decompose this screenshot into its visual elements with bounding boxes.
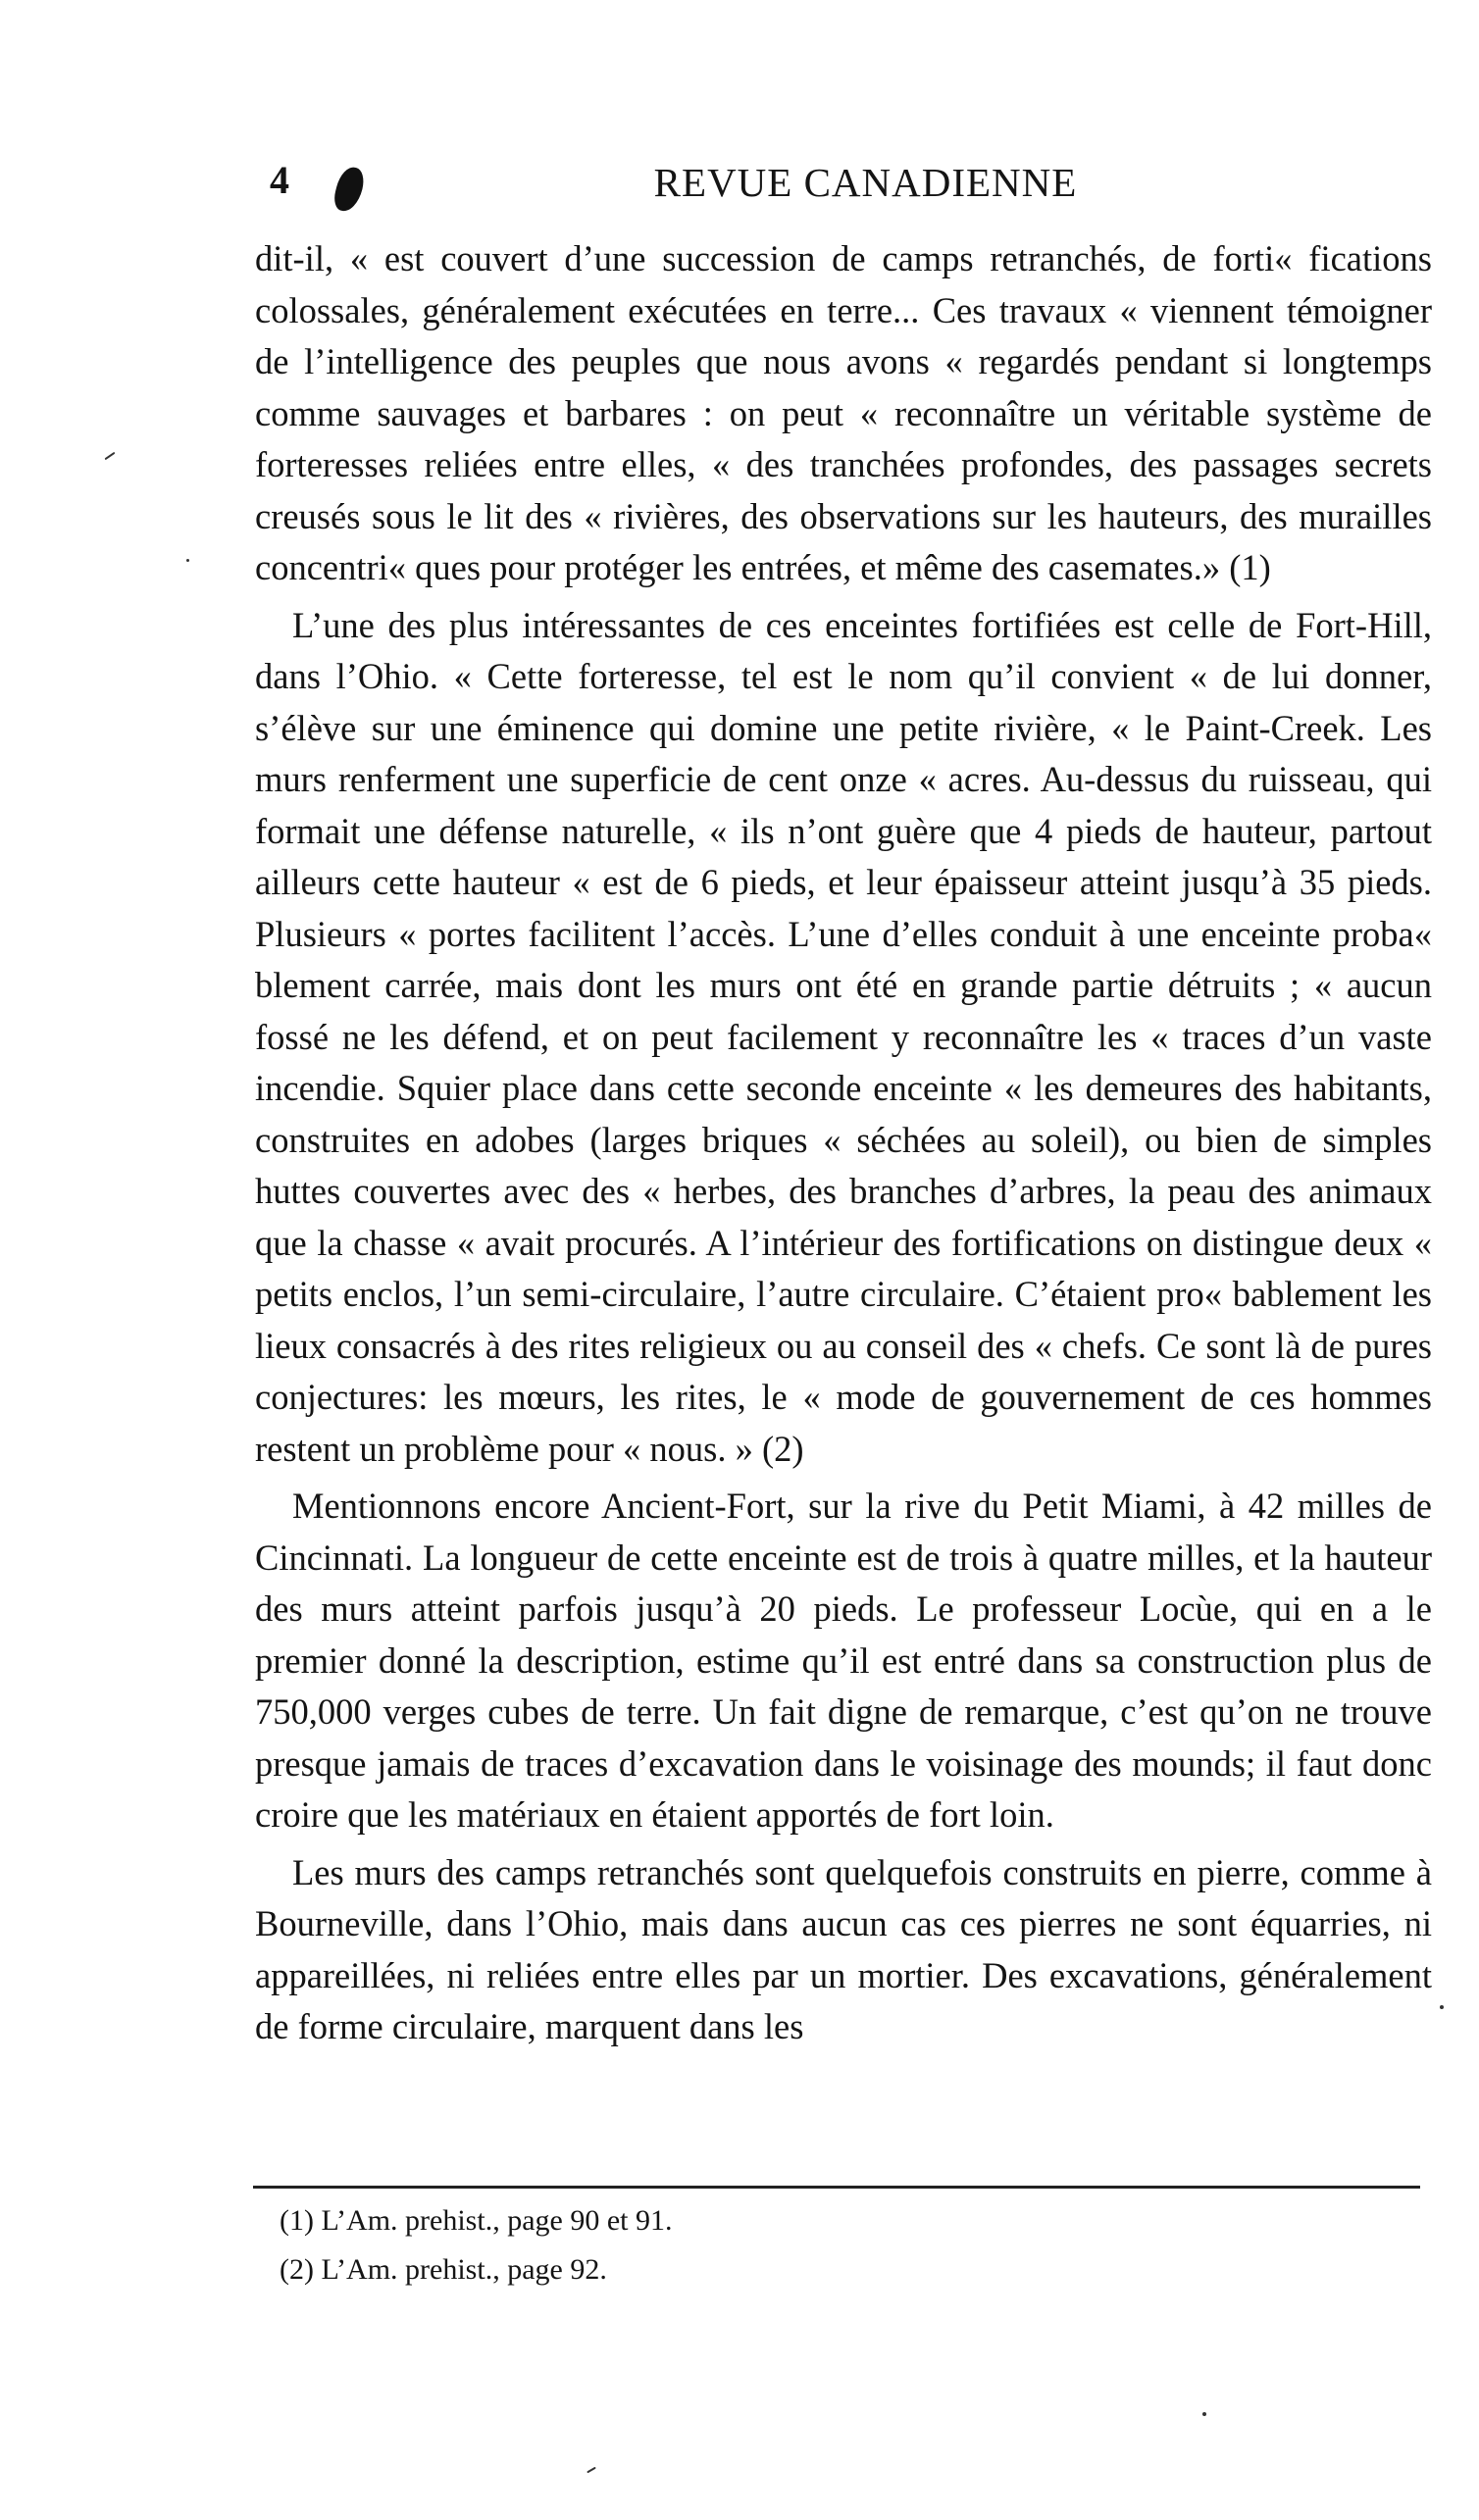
scan-speck: [105, 452, 116, 461]
page-number: 4: [270, 158, 289, 202]
body-text: [255, 233, 1432, 2053]
paragraph-quote-continuation: dit-il, « est couvert d’une succession de camps retranchés, de forti« fications colossales, généralement exécutées en terre... Ces travaux « viennent témoigner de l’intelligence des peuples que nous avons « regardés pendant si longtemps comme sauvages et barbares : on peut « reconnaître un véritable système de forteresses reliées entre elles, « des tranchées profondes, des passages secrets creusés sous le lit des « rivières, des observations sur les hauteurs, des murailles concentri« ques pour protéger les entrées, et même des casemates.» (1): [255, 238, 1432, 587]
paragraph-fort-hill: L’une des plus intéressantes de ces enceintes fortifiées est celle de Fort-Hill, dans l’Ohio. « Cette forteresse, tel est le nom qu’il convient « de lui donner, s’élève sur une éminence qui domine une petite rivière, « le Paint-Creek. Les murs renferment une superficie de cent onze « acres. Au-dessus du ruisseau, qui formait une défense naturelle, « ils n’ont guère que 4 pieds de hauteur, partout ailleurs cette hauteur « est de 6 pieds, et leur épaisseur atteint jusqu’à 35 pieds. Plusieurs « portes facilitent l’accès. L’une d’elles conduit à une enceinte proba« blement carrée, mais dont les murs ont été en grande partie détruits ; « aucun fossé ne les défend, et on peut facilement y reconnaître les « traces d’un vaste incendie. Squier place dans cette seconde enceinte « les demeures des habitants, construites en adobes (larges briques « séchées au soleil), ou bien de simples huttes couvertes avec des « herbes, des branches d’arbres, la peau des animaux que la chasse « avait procurés. A l’intérieur des fortifications on distingue deux « petits enclos, l’un semi-circulaire, l’autre circulaire. C’étaient pro« bablement les lieux consacrés à des rites religieux ou au conseil des « chefs. Ce sont là de pures conjectures: les mœurs, les rites, le « mode de gouvernement de ces hommes restent un problème pour « nous. » (2): [255, 604, 1432, 1469]
footnote-2: (2) L’Am. prehist., page 92.: [280, 2253, 607, 2286]
running-title: REVUE CANADIENNE: [653, 160, 1078, 205]
scan-speck: [1202, 2412, 1206, 2416]
paragraph-ancient-fort: Mentionnons encore Ancient-Fort, sur la rive du Petit Miami, à 42 milles de Cincinnati. La longueur de cette enceinte est de trois à quatre milles, et la hauteur des murs atteint parfois jusqu’à 20 pieds. Le professeur Locùe, qui en a le premier donné la description, estime qu’il est entré dans sa construction plus de 750,000 verges cubes de terre. Un fait digne de remarque, c’est qu’on ne trouve presque jamais de traces d’excavation dans le voisinage des mounds; il faut donc croire que les matériaux en étaient apportés de fort loin.: [255, 1486, 1432, 1835]
footnote-1: (1) L’Am. prehist., page 90 et 91.: [280, 2204, 673, 2237]
scan-speck: [186, 559, 189, 562]
scan-speck: [1440, 2005, 1444, 2009]
paragraph-stone-walls: Les murs des camps retranchés sont quelquefois construits en pierre, comme à Bourneville, dans l’Ohio, mais dans aucun cas ces pierres ne sont équarries, ni appareillées, ni reliées entre elles par un mortier. Des excavations, généralement de forme circulaire, marquent dans les: [255, 1851, 1432, 2046]
footnote-divider: [253, 2186, 1420, 2189]
page-header: [260, 157, 1432, 216]
footnotes: [280, 2196, 1358, 2294]
scan-speck: [586, 2467, 596, 2474]
